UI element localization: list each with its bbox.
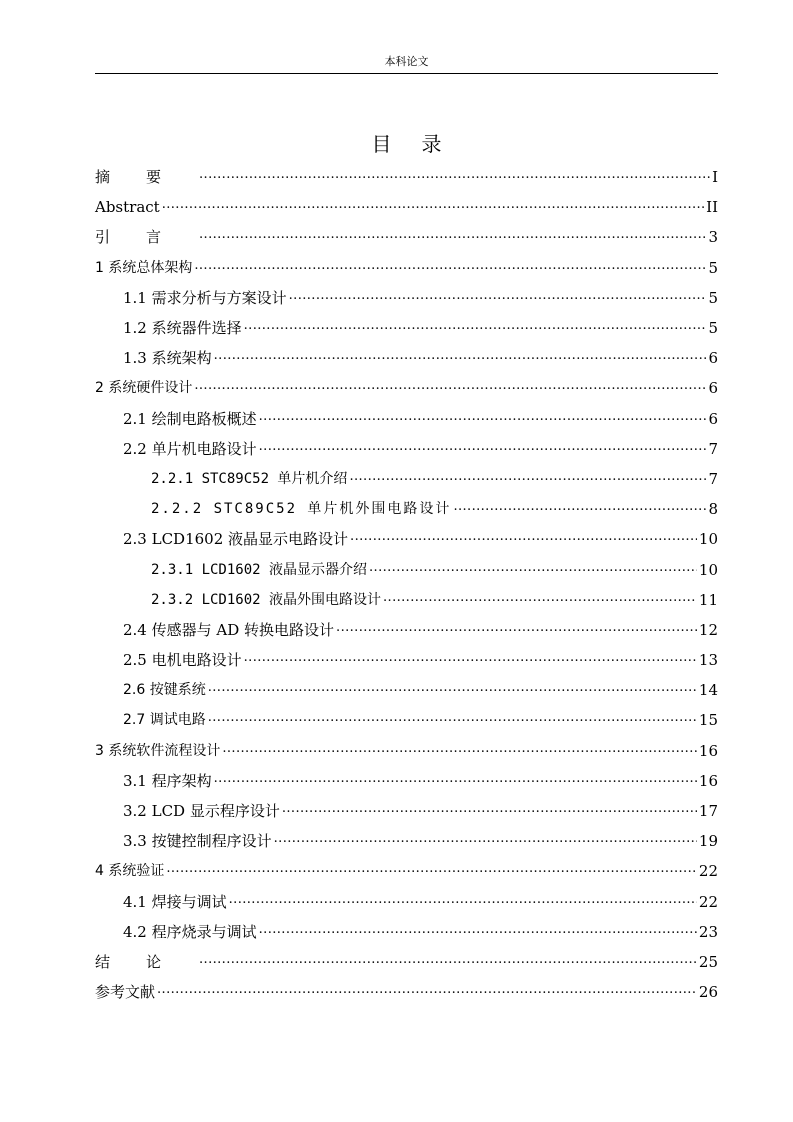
toc-entry-label: 1 系统总体架构 <box>95 259 193 276</box>
dot-leader <box>208 712 697 728</box>
dot-leader <box>199 954 697 970</box>
dot-leader <box>453 501 706 517</box>
toc-entry-3-3[interactable] <box>95 826 718 856</box>
toc-entry-page: 6 <box>708 379 718 398</box>
dot-leader <box>244 320 707 336</box>
toc-entry-page: 16 <box>698 741 718 760</box>
toc-entry-page: I <box>712 168 718 187</box>
toc-entry-label: 2.5 电机电路设计 <box>123 651 242 670</box>
dot-leader <box>162 199 704 215</box>
toc-entry-2-2-2[interactable] <box>95 494 718 524</box>
toc-entry-label: 2.6 按键系统 <box>123 682 206 699</box>
header-rule <box>95 73 718 74</box>
dot-leader <box>289 290 707 306</box>
toc-entry-page: 22 <box>698 892 718 911</box>
toc-entry-page: 26 <box>698 983 718 1002</box>
toc-entry-2-5[interactable] <box>95 645 718 675</box>
toc-entry-conclusion[interactable] <box>95 947 718 977</box>
toc-entry-2-3-1[interactable] <box>95 554 718 584</box>
page-header: 本科论文 <box>384 55 429 68</box>
toc-entry-label: 结论 <box>95 952 198 971</box>
toc-entry-introduction[interactable] <box>95 222 718 252</box>
toc-entry-2-1[interactable] <box>95 404 718 434</box>
toc-entry-chapter-2[interactable] <box>95 373 718 403</box>
dot-leader <box>244 652 697 668</box>
toc-entry-label: 摘要 <box>95 168 198 187</box>
toc-entry-page: II <box>706 198 718 217</box>
toc-entry-page: 11 <box>698 590 718 609</box>
dot-leader <box>259 411 707 427</box>
toc-entry-page: 6 <box>708 409 718 428</box>
toc-entry-page: 13 <box>698 651 718 670</box>
table-of-contents <box>95 162 718 1007</box>
toc-entry-page: 10 <box>698 560 718 579</box>
toc-entry-2-3[interactable] <box>95 524 718 554</box>
toc-entry-label: 2.3.1 LCD1602 液晶显示器介绍 <box>151 561 368 578</box>
toc-entry-label: 2.3 LCD1602 液晶显示电路设计 <box>123 530 349 549</box>
toc-entry-1-3[interactable] <box>95 343 718 373</box>
dot-leader <box>166 863 697 879</box>
dot-leader <box>214 773 697 789</box>
toc-entry-label: 4.2 程序烧录与调试 <box>123 922 257 941</box>
dot-leader <box>336 622 697 638</box>
dot-leader <box>194 380 706 396</box>
toc-entry-label: 2 系统硬件设计 <box>95 380 193 397</box>
dot-leader <box>222 743 697 759</box>
dot-leader <box>259 924 697 940</box>
toc-entry-label: 1.3 系统架构 <box>123 349 212 368</box>
toc-entry-chapter-3[interactable] <box>95 736 718 766</box>
dot-leader <box>369 562 697 578</box>
dot-leader <box>199 169 710 185</box>
toc-entry-label: Abstract <box>95 198 160 217</box>
toc-entry-label: 参考文献 <box>95 983 156 1002</box>
toc-entry-page: 8 <box>708 500 718 519</box>
toc-entry-label: 4.1 焊接与调试 <box>123 892 227 911</box>
toc-entry-chapter-1[interactable] <box>95 253 718 283</box>
toc-entry-abstract-en[interactable] <box>95 192 718 222</box>
toc-entry-page: 25 <box>698 952 718 971</box>
toc-entry-page: 19 <box>698 832 718 851</box>
toc-entry-label: 3.1 程序架构 <box>123 771 212 790</box>
dot-leader <box>214 350 707 366</box>
dot-leader <box>199 229 706 245</box>
toc-entry-2-2-1[interactable] <box>95 464 718 494</box>
toc-entry-page: 6 <box>708 349 718 368</box>
toc-entry-3-1[interactable] <box>95 766 718 796</box>
toc-entry-page: 5 <box>708 258 718 277</box>
toc-entry-label: 2.2.1 STC89C52 单片机介绍 <box>151 470 348 487</box>
dot-leader <box>208 682 697 698</box>
toc-entry-label: 引言 <box>95 228 198 247</box>
dot-leader <box>349 471 706 487</box>
toc-entry-label: 3 系统软件流程设计 <box>95 742 221 759</box>
toc-entry-page: 7 <box>708 439 718 458</box>
toc-entry-page: 16 <box>698 771 718 790</box>
toc-entry-2-6[interactable] <box>95 675 718 705</box>
toc-entry-abstract-cn[interactable] <box>95 162 718 192</box>
toc-entry-2-7[interactable] <box>95 705 718 735</box>
toc-entry-label: 1.1 需求分析与方案设计 <box>123 288 287 307</box>
dot-leader <box>282 803 697 819</box>
toc-entry-page: 22 <box>698 862 718 881</box>
toc-entry-page: 5 <box>708 288 718 307</box>
toc-entry-page: 5 <box>708 319 718 338</box>
toc-entry-1-1[interactable] <box>95 283 718 313</box>
toc-entry-4-1[interactable] <box>95 887 718 917</box>
toc-entry-page: 23 <box>698 922 718 941</box>
toc-entry-label: 2.7 调试电路 <box>123 712 206 729</box>
dot-leader <box>229 894 697 910</box>
dot-leader <box>274 833 697 849</box>
dot-leader <box>259 441 707 457</box>
toc-entry-label: 2.2.2 STC89C52 单片机外围电路设计 <box>151 501 452 518</box>
toc-entry-label: 3.3 按键控制程序设计 <box>123 832 272 851</box>
dot-leader <box>157 984 697 1000</box>
toc-entry-label: 4 系统验证 <box>95 863 165 880</box>
toc-entry-3-2[interactable] <box>95 796 718 826</box>
toc-entry-label: 2.1 绘制电路板概述 <box>123 409 257 428</box>
toc-entry-page: 15 <box>698 711 718 730</box>
toc-entry-page: 3 <box>708 228 718 247</box>
toc-entry-1-2[interactable] <box>95 313 718 343</box>
toc-entry-label: 2.2 单片机电路设计 <box>123 439 257 458</box>
toc-entry-2-4[interactable] <box>95 615 718 645</box>
toc-entry-references[interactable] <box>95 977 718 1007</box>
toc-entry-page: 12 <box>698 620 718 639</box>
dot-leader <box>383 592 697 608</box>
dot-leader <box>350 531 697 547</box>
toc-entry-chapter-4[interactable] <box>95 856 718 886</box>
toc-entry-2-2[interactable] <box>95 434 718 464</box>
toc-title: 目录 <box>371 132 472 156</box>
toc-entry-label: 2.4 传感器与 AD 转换电路设计 <box>123 620 335 639</box>
toc-entry-4-2[interactable] <box>95 917 718 947</box>
toc-entry-2-3-2[interactable] <box>95 585 718 615</box>
toc-entry-label: 1.2 系统器件选择 <box>123 319 242 338</box>
toc-entry-page: 10 <box>698 530 718 549</box>
dot-leader <box>194 260 706 276</box>
toc-entry-page: 14 <box>698 681 718 700</box>
toc-entry-page: 17 <box>698 802 718 821</box>
toc-entry-page: 7 <box>708 469 718 488</box>
toc-entry-label: 2.3.2 LCD1602 液晶外围电路设计 <box>151 591 382 608</box>
toc-entry-label: 3.2 LCD 显示程序设计 <box>123 802 280 821</box>
